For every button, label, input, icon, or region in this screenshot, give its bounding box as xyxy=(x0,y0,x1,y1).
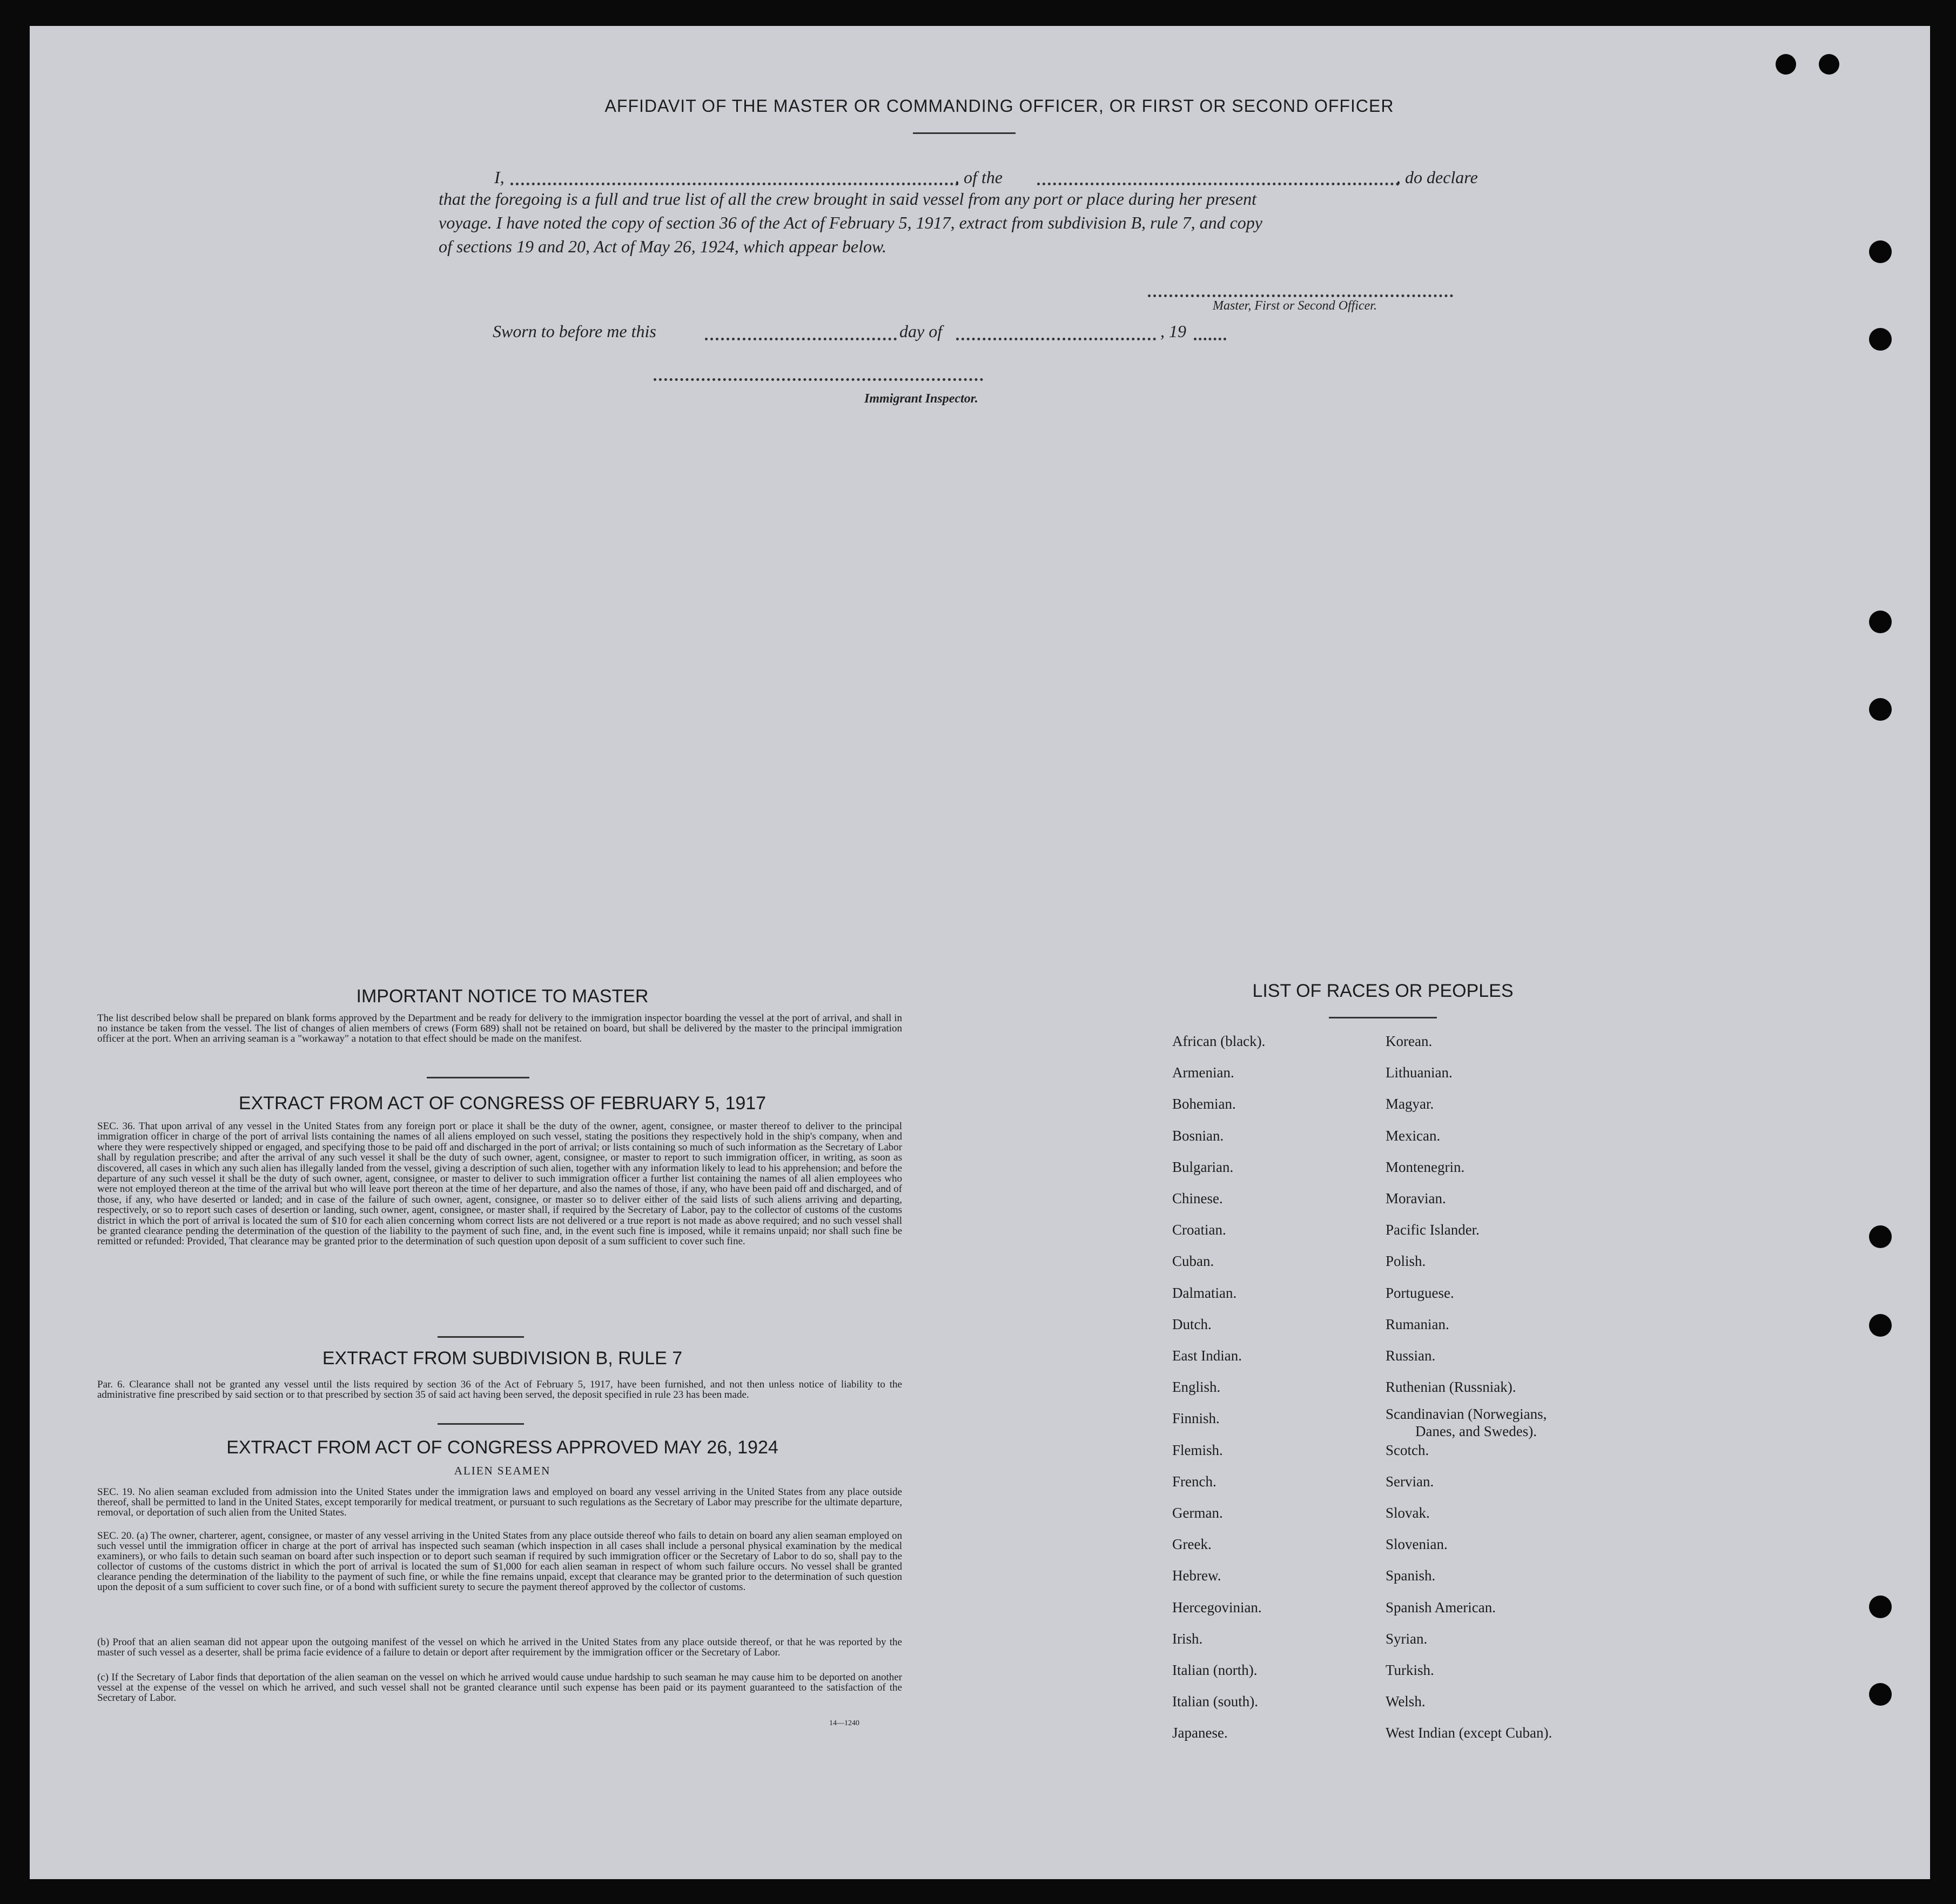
race-item: Italian (south). xyxy=(1172,1693,1258,1710)
race-item: Japanese. xyxy=(1172,1725,1228,1741)
vessel-blank xyxy=(1037,183,1399,185)
race-item: Dutch. xyxy=(1172,1316,1212,1332)
race-item: Croatian. xyxy=(1172,1222,1226,1238)
race-item: Bohemian. xyxy=(1172,1096,1236,1112)
punch-hole xyxy=(1819,54,1839,75)
race-item: Turkish. xyxy=(1386,1662,1434,1678)
race-item: Hebrew. xyxy=(1172,1567,1221,1584)
race-item: English. xyxy=(1172,1379,1221,1396)
sec-19-text: SEC. 19. No alien seaman excluded from admission into the United States under the immigration laws and employed on board any vessel arriving in the United States from any place outside thereof, shall be permitted to land in the United States, except temporarily for medical treatment, or pursuant to such regulations as the Secretary of Labor may prescribe for the ultimate departure, removal, or deportation of such alien from the United States. xyxy=(97,1486,902,1518)
divider xyxy=(913,132,1016,134)
race-item: Bosnian. xyxy=(1172,1127,1224,1144)
punch-hole xyxy=(1869,1225,1892,1248)
name-blank xyxy=(510,183,959,185)
sworn-day-blank xyxy=(705,338,897,340)
race-item: Slovenian. xyxy=(1386,1536,1448,1553)
affidavit-line-2: voyage. I have noted the copy of section 36 of the Act of February 5, 1917, extract from subdivision B, rule 7, and copy xyxy=(439,213,1262,232)
race-item: Spanish American. xyxy=(1386,1599,1496,1615)
divider xyxy=(1329,1017,1437,1018)
extract-1924-title: EXTRACT FROM ACT OF CONGRESS APPROVED MAY 26, 1924 xyxy=(226,1437,778,1458)
race-item: Welsh. xyxy=(1386,1693,1426,1710)
day-of-label: day of xyxy=(899,321,943,341)
race-item: Montenegrin. xyxy=(1386,1158,1465,1175)
divider xyxy=(438,1336,524,1338)
year-label: , 19 xyxy=(1160,321,1186,341)
punch-hole xyxy=(1869,698,1892,721)
race-item: Magyar. xyxy=(1386,1096,1434,1112)
affidavit-do-declare: , do declare xyxy=(1396,167,1478,187)
race-item: Finnish. xyxy=(1172,1410,1220,1427)
races-title: LIST OF RACES OR PEOPLES xyxy=(1252,981,1514,1001)
inspector-label: Immigrant Inspector. xyxy=(864,392,978,406)
race-item: Syrian. xyxy=(1386,1630,1428,1647)
race-item: Polish. xyxy=(1386,1253,1426,1270)
race-item: German. xyxy=(1172,1505,1223,1521)
affidavit-i: I, xyxy=(494,167,505,187)
race-item: Spanish. xyxy=(1386,1567,1436,1584)
extract-1917-title: EXTRACT FROM ACT OF CONGRESS OF FEBRUARY 5, 1917 xyxy=(238,1093,767,1114)
race-item: Korean. xyxy=(1386,1033,1433,1049)
master-signature-line xyxy=(1148,294,1453,297)
race-item: Lithuanian. xyxy=(1386,1064,1453,1081)
sec-20c-text: (c) If the Secretary of Labor finds that deportation of the alien seaman on the vessel on which he arrived would cause undue hardship to such seaman he may cause him to be deported on another vessel at the expense of the vessel on which he arrived, and such vessel shall not be granted clearance until such expense has been paid or its payment guaranteed to the satisfaction of the Secretary of Labor. xyxy=(97,1672,902,1704)
race-item: West Indian (except Cuban). xyxy=(1386,1725,1552,1741)
affidavit-title: AFFIDAVIT OF THE MASTER OR COMMANDING OFFICER, OR FIRST OR SECOND OFFICER xyxy=(604,96,1394,116)
race-item: Greek. xyxy=(1172,1536,1212,1553)
rule-7-title: EXTRACT FROM SUBDIVISION B, RULE 7 xyxy=(322,1348,683,1369)
race-item: Dalmatian. xyxy=(1172,1284,1237,1301)
race-item: Servian. xyxy=(1386,1473,1434,1490)
punch-hole xyxy=(1869,1683,1892,1706)
form-number: 14—1240 xyxy=(829,1719,859,1727)
divider xyxy=(438,1423,524,1425)
sec-20b-text: (b) Proof that an alien seaman did not appear upon the outgoing manifest of the vessel on which he arrived in the United States from any place outside thereof, or that he was reported by the master of such vessel as a deserter, shall be prima facie evidence of a failure to detain or deport after requirement by the immigration officer or the Secretary of Labor. xyxy=(97,1637,902,1658)
race-item: Hercegovinian. xyxy=(1172,1599,1262,1615)
race-item: Moravian. xyxy=(1386,1190,1446,1206)
race-item: Italian (north). xyxy=(1172,1662,1258,1678)
race-item: Scotch. xyxy=(1386,1442,1429,1458)
race-item-continuation: Danes, and Swedes). xyxy=(1415,1423,1537,1440)
race-item: Cuban. xyxy=(1172,1253,1214,1270)
punch-hole xyxy=(1869,1314,1892,1337)
month-blank xyxy=(956,338,1156,340)
rule-7-text: Par. 6. Clearance shall not be granted any vessel until the lists required by section 36 of the Act of February 5, 1917, have been furnished, and not then unless notice of liability to the administrative fine prescribed by said section or to that prescribed by section 35 of said act having been served, the deposit specified in rule 23 has been made. xyxy=(97,1379,902,1400)
document-sheet xyxy=(30,26,1930,1879)
race-item: East Indian. xyxy=(1172,1347,1242,1364)
sec-20a-text: SEC. 20. (a) The owner, charterer, agent, consignee, or master of any vessel arriving in the United States from any place outside thereof who fails to detain on board any alien seaman employed on such vessel until the immigration officer in charge at the port of arrival has inspected such seaman (which inspection in all cases shall include a personal physical examination by the medical examiners), or who fails to detain such seaman on board after such inspection or to deport such seaman if required by such immigration officer or the Secretary of Labor to do so, shall pay to the collector of customs of the customs district in which the port of arrival is located the sum of $1,000 for each alien seaman in respect of whom such failure occurs. No vessel shall be granted clearance pending the determination of the liability to the payment of such fine, or while the fine remains unpaid, except that clearance may be granted prior to the determination of such question upon the deposit of a sum sufficient to cover such fine, or of a bond with sufficient surety to secure the payment thereof approved by the collector of customs. xyxy=(97,1530,902,1593)
race-item: Chinese. xyxy=(1172,1190,1223,1206)
affidavit-line-3: of sections 19 and 20, Act of May 26, 1924, which appear below. xyxy=(439,237,886,256)
affidavit-of-the: , of the xyxy=(955,167,1003,187)
race-item: French. xyxy=(1172,1473,1216,1490)
race-item: Irish. xyxy=(1172,1630,1203,1647)
race-item: Scandinavian (Norwegians, xyxy=(1386,1406,1547,1423)
race-item: Russian. xyxy=(1386,1347,1436,1364)
race-item: Portuguese. xyxy=(1386,1284,1454,1301)
race-item: African (black). xyxy=(1172,1033,1266,1049)
master-signature-label: Master, First or Second Officer. xyxy=(1213,299,1377,313)
race-item: Flemish. xyxy=(1172,1442,1223,1458)
punch-hole xyxy=(1869,328,1892,351)
punch-hole xyxy=(1869,240,1892,263)
punch-hole xyxy=(1869,611,1892,633)
alien-seamen-subtitle: ALIEN SEAMEN xyxy=(454,1464,551,1477)
race-item: Rumanian. xyxy=(1386,1316,1449,1332)
race-item: Pacific Islander. xyxy=(1386,1222,1480,1238)
notice-text: The list described below shall be prepared on blank forms approved by the Department and be ready for delivery to the immigration inspector boarding the vessel at the port of arrival, and shall in no instance be taken from the vessel. The list of changes of alien members of crews (Form 689) shall not be retained on board, but shall be delivered by the master to the principal immigration officer at the port. When an arriving seaman is a "workaway" a notation to that effect should be made on the manifest. xyxy=(97,1013,902,1044)
race-item: Mexican. xyxy=(1386,1127,1441,1144)
race-item: Slovak. xyxy=(1386,1505,1430,1521)
punch-hole xyxy=(1869,1595,1892,1618)
year-blank xyxy=(1194,338,1226,340)
notice-title: IMPORTANT NOTICE TO MASTER xyxy=(356,986,649,1007)
race-item: Armenian. xyxy=(1172,1064,1234,1081)
punch-hole xyxy=(1776,54,1796,75)
affidavit-line-1: that the foregoing is a full and true list of all the crew brought in said vessel from any port or place during her present xyxy=(439,189,1256,209)
race-item: Ruthenian (Russniak). xyxy=(1386,1379,1516,1396)
sworn-label: Sworn to before me this xyxy=(493,321,656,341)
inspector-signature-line xyxy=(654,378,983,381)
race-item: Bulgarian. xyxy=(1172,1158,1234,1175)
extract-1917-text: SEC. 36. That upon arrival of any vessel in the United States from any foreign port or place it shall be the duty of the owner, agent, consignee, or master thereof to deliver to the principal immigration officer in charge of the port of arrival lists containing the names of all aliens employed on such vessel, stating the positions they respectively hold in the ship's company, when and where they were respectively shipped or engaged, and specifying those to be paid off and discharged in the port of arrival; or lists containing so much of such information as the Secretary of Labor shall by regulation prescribe; and after the arrival of any such vessel it shall be the duty of such owner, agent, consignee, or master to report to such immigration officer, in writing, as soon as discovered, all cases in which any such alien has illegally landed from the vessel, giving a description of such alien, together with any information likely to lead to his apprehension; and before the departure of any such vessel it shall be the duty of such owner, agent, consignee, or master to deliver to such immigration officer a further list containing the names of all alien employees who were not employed thereon at the time of the arrival but who will leave port thereon at the time of her departure, and also the names of those, if any, who have been paid off and discharged, and of those, if any, who have deserted or landed; and in case of the failure of such owner, agent, consignee, or master so to deliver either of the said lists of such aliens arriving and departing, respectively, or so to report such cases of desertion or landing, such owner, agent, consignee, or master shall, if required by the Secretary of Labor, pay to the collector of customs of the customs district in which the port of arrival is located the sum of $10 for each alien concerning whom correct lists are not delivered or a true report is not made as above required; and no such vessel shall be granted clearance pending the determination of the question of the liability to the payment of such fine, and, in the event such fine is imposed, while it remains unpaid; nor shall such fine be remitted or refunded: Provided, That clearance may be granted prior to the determination of such question upon deposit of a sum sufficient to cover such fine. xyxy=(97,1121,902,1248)
divider xyxy=(427,1077,529,1078)
